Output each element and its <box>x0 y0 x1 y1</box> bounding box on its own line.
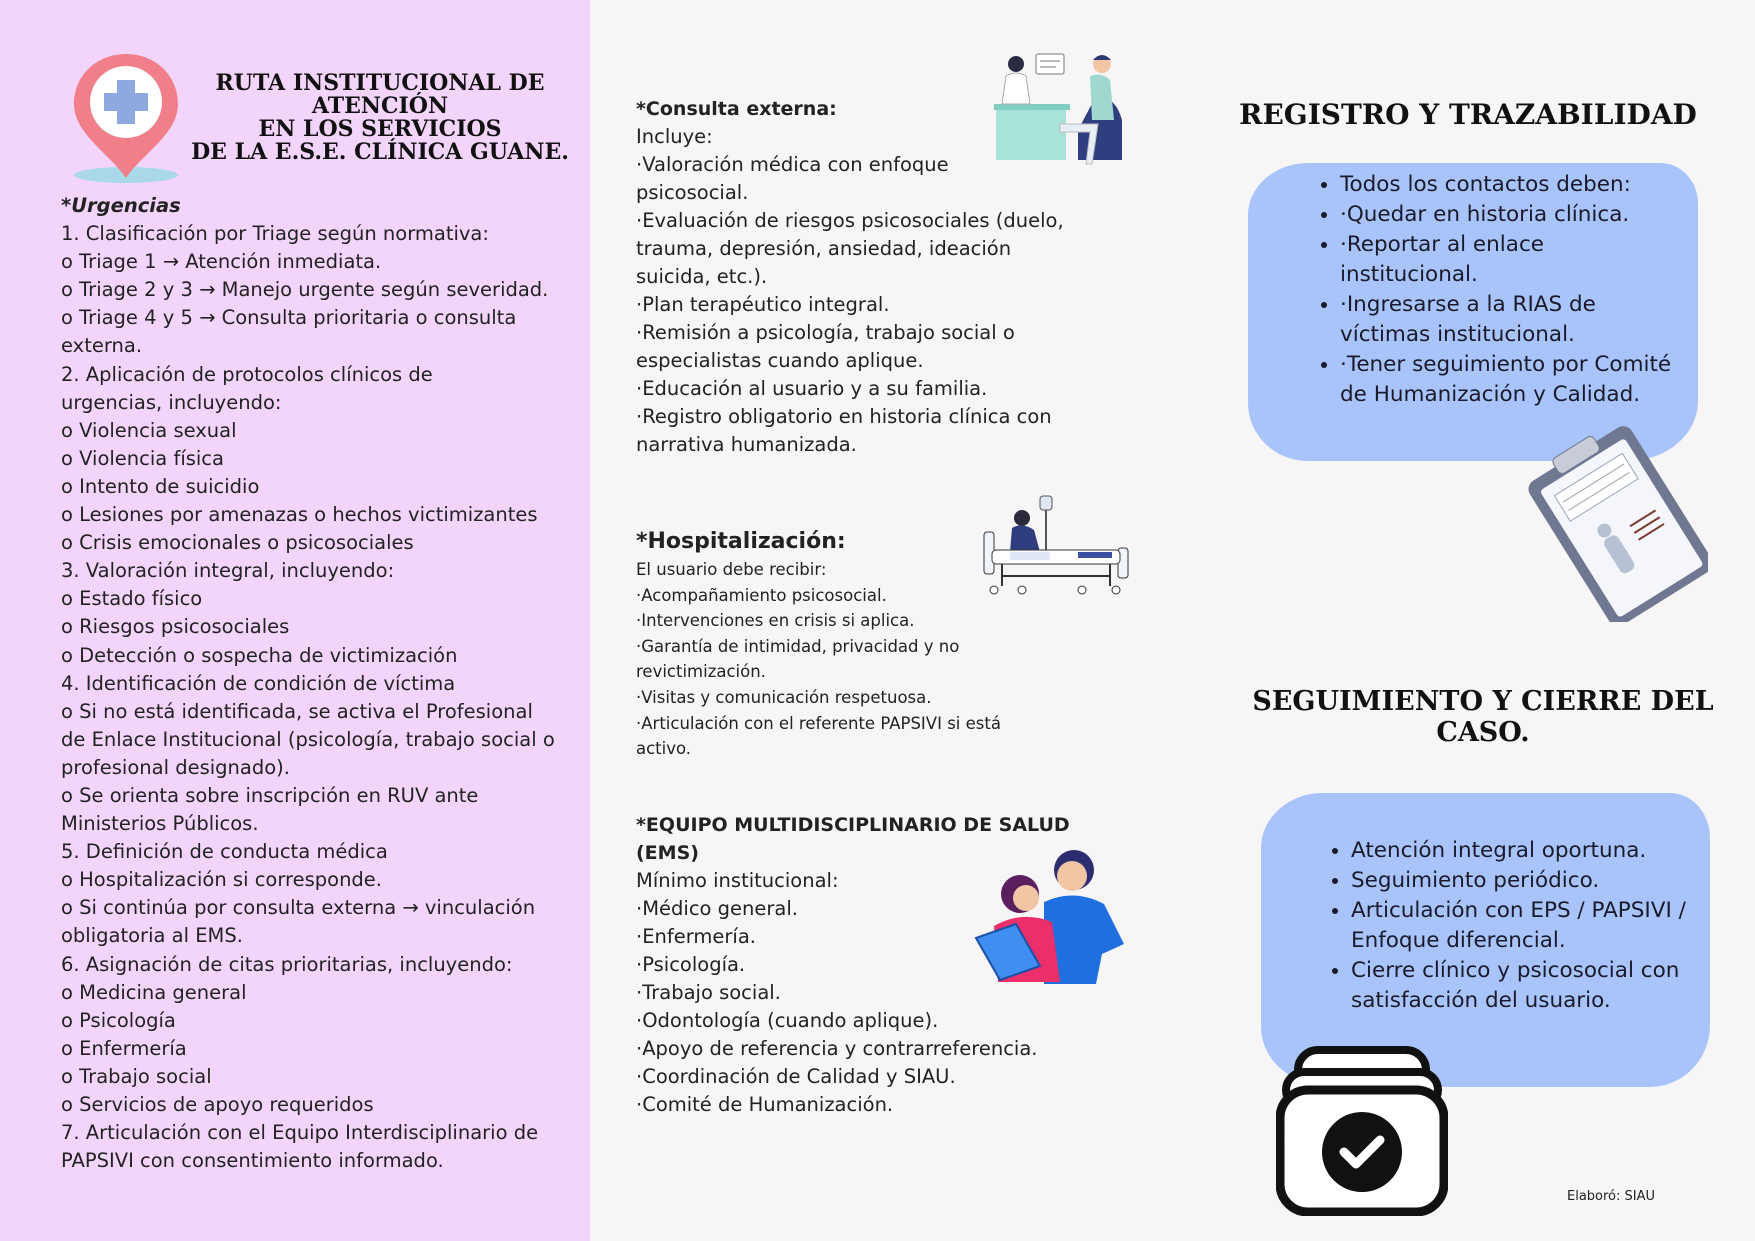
urgencias-line: 1. Clasificación por Triage según normativa: <box>61 222 489 246</box>
urgencias-line: 4. Identificación de condición de víctima <box>61 671 456 695</box>
urgencias-line: 7. Articulación con el Equipo Interdisciplinario de <box>61 1121 539 1145</box>
consulta-line: ·Remisión a psicología, trabajo social o <box>636 321 1015 344</box>
urgencias-line: 2. Aplicación de protocolos clínicos de <box>61 362 433 386</box>
urgencias-line: externa. <box>61 334 143 358</box>
urgencias-line: o Enfermería <box>61 1036 187 1060</box>
consulta-line: narrativa humanizada. <box>636 433 857 456</box>
list-item: • Cierre clínico y psicosocial con satisfacción del usuario. <box>1351 956 1711 1016</box>
ems-line: ·Apoyo de referencia y contrarreferencia. <box>636 1037 1038 1060</box>
consulta-line: trauma, depresión, ansiedad, ideación <box>636 237 1012 260</box>
ems-heading: *EQUIPO MULTIDISCIPLINARIO DE SALUD <box>636 814 1070 836</box>
hospitalizacion-line: ·Acompañamiento psicosocial. <box>636 585 887 605</box>
consulta-line: ·Valoración médica con enfoque <box>636 153 949 176</box>
urgencias-line: o Intento de suicidio <box>61 474 260 498</box>
consulta-line: especialistas cuando aplique. <box>636 349 924 372</box>
consulta-line: ·Registro obligatorio en historia clínica con <box>636 405 1052 428</box>
urgencias-line: o Si continúa por consulta externa → vinculación <box>61 896 536 920</box>
urgencias-line: o Psicología <box>61 1008 176 1032</box>
consulta-line: ·Educación al usuario y a su familia. <box>636 377 988 400</box>
ems-line: ·Psicología. <box>636 953 746 976</box>
ems-line: ·Enfermería. <box>636 925 756 948</box>
urgencias-line: o Violencia sexual <box>61 418 237 442</box>
hospitalizacion-line: ·Intervenciones en crisis si aplica. <box>636 611 915 631</box>
page-title: RUTA INSTITUCIONAL DE ATENCIÓN EN LOS SERVICIOS DE LA E.S.E. CLÍNICA GUANE. <box>191 70 569 165</box>
urgencias-line: o Triage 4 y 5 → Consulta prioritaria o consulta <box>61 306 517 330</box>
hospitalizacion-line: ·Garantía de intimidad, privacidad y no <box>636 636 960 656</box>
urgencias-line: o Medicina general <box>61 980 247 1004</box>
urgencias-line: 5. Definición de conducta médica <box>61 840 388 864</box>
list-item: • ·Quedar en historia clínica. <box>1340 200 1680 230</box>
urgencias-line: obligatoria al EMS. <box>61 924 243 948</box>
urgencias-line: o Se orienta sobre inscripción en RUV ante <box>61 783 479 807</box>
urgencias-line: PAPSIVI con consentimiento informado. <box>61 1149 444 1173</box>
location-pin-icon <box>70 50 185 190</box>
urgencias-line: o Crisis emocionales o psicosociales <box>61 531 414 555</box>
urgencias-line: o Estado físico <box>61 587 203 611</box>
ems-line: ·Médico general. <box>636 897 798 920</box>
consulta-line: psicosocial. <box>636 181 749 204</box>
hospitalizacion-line: ·Articulación con el referente PAPSIVI si está <box>636 713 1001 733</box>
seguimiento-list <box>1321 836 1711 1016</box>
urgencias-line: o Servicios de apoyo requeridos <box>61 1093 374 1116</box>
ems-heading-abbr: (EMS) <box>636 842 699 864</box>
list-item: • Todos los contactos deben: <box>1340 170 1680 200</box>
list-item: • Atención integral oportuna. <box>1351 836 1711 866</box>
consulta-line: ·Evaluación de riesgos psicosociales (duelo, <box>636 209 1064 232</box>
hospitalizacion-line: activo. <box>636 739 692 759</box>
doctor-consultation-illustration <box>994 50 1130 170</box>
hospitalizacion-line: El usuario debe recibir: <box>636 560 827 579</box>
urgencias-line: o Violencia física <box>61 446 224 470</box>
ems-line: ·Odontología (cuando aplique). <box>636 1009 939 1032</box>
urgencias-line: o Lesiones por amenazas o hechos victimizantes <box>61 503 538 527</box>
care-team-illustration <box>974 842 1130 986</box>
seguimiento-title: SEGUIMIENTO Y CIERRE DEL CASO. <box>1252 686 1714 748</box>
consulta-heading: *Consulta externa: <box>636 98 837 120</box>
list-item: • ·Ingresarse a la RIAS de víctimas institucional. <box>1340 290 1680 350</box>
urgencias-heading: *Urgencias <box>61 194 181 217</box>
registro-title: REGISTRO Y TRAZABILIDAD <box>1239 98 1697 131</box>
urgencias-line: profesional designado). <box>61 755 290 779</box>
hospitalizacion-line: revictimización. <box>636 662 766 682</box>
hospitalizacion-heading: *Hospitalización: <box>636 529 846 554</box>
urgencias-line: o Triage 1 → Atención inmediata. <box>61 250 382 274</box>
consulta-line: ·Plan terapéutico integral. <box>636 293 890 316</box>
ems-line: ·Coordinación de Calidad y SIAU. <box>636 1065 956 1088</box>
clipboard-icon <box>1528 422 1708 622</box>
urgencias-line: o Detección o sospecha de victimización <box>61 643 458 667</box>
urgencias-line: o Triage 2 y 3 → Manejo urgente según severidad. <box>61 278 549 302</box>
urgencias-line: o Trabajo social <box>61 1064 212 1088</box>
archive-check-icon <box>1276 1046 1448 1216</box>
urgencias-line: o Si no está identificada, se activa el Profesional <box>61 699 533 723</box>
urgencias-section <box>61 192 581 1175</box>
list-item: • Seguimiento periódico. <box>1351 866 1711 896</box>
urgencias-line: o Hospitalización si corresponde. <box>61 868 383 892</box>
hospital-bed-illustration <box>982 492 1130 598</box>
urgencias-line: urgencias, incluyendo: <box>61 390 282 414</box>
footer-credit: Elaboró: SIAU <box>1567 1189 1656 1204</box>
consulta-line: suicida, etc.). <box>636 265 768 288</box>
ems-line: ·Trabajo social. <box>636 981 781 1004</box>
ems-line: Mínimo institucional: <box>636 869 839 892</box>
list-item: • ·Reportar al enlace institucional. <box>1340 230 1680 290</box>
consulta-line: Incluye: <box>636 125 713 148</box>
list-item: • Articulación con EPS / PAPSIVI / Enfoque diferencial. <box>1351 896 1711 956</box>
urgencias-line: Ministerios Públicos. <box>61 812 259 836</box>
registro-list <box>1310 170 1680 410</box>
urgencias-line: o Riesgos psicosociales <box>61 615 290 639</box>
list-item: • ·Tener seguimiento por Comité de Humanización y Calidad. <box>1340 350 1680 410</box>
hospitalizacion-line: ·Visitas y comunicación respetuosa. <box>636 687 932 707</box>
urgencias-line: de Enlace Institucional (psicología, trabajo social o <box>61 727 555 751</box>
ems-line: ·Comité de Humanización. <box>636 1093 894 1116</box>
urgencias-line: 6. Asignación de citas prioritarias, incluyendo: <box>61 952 513 976</box>
urgencias-line: 3. Valoración integral, incluyendo: <box>61 559 395 583</box>
